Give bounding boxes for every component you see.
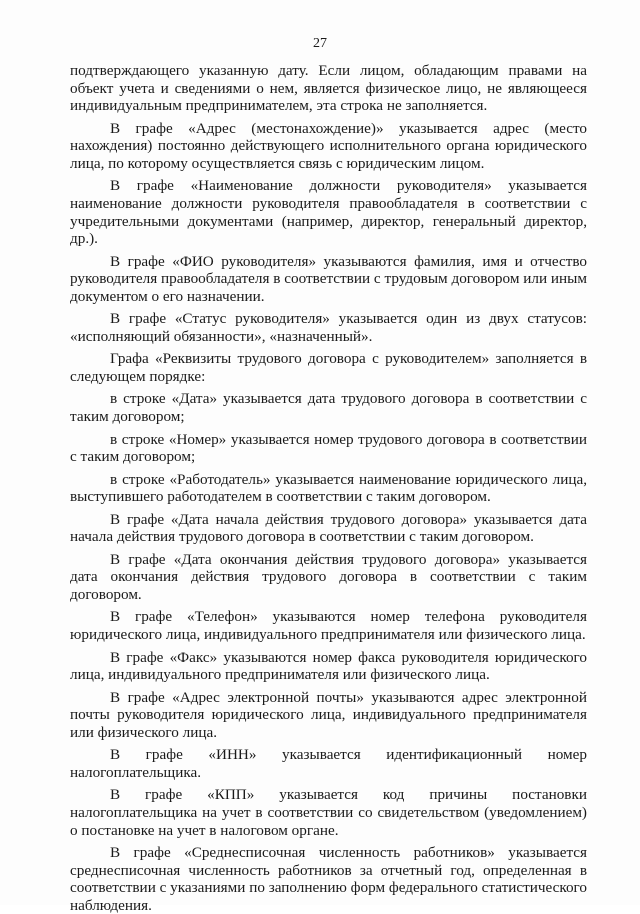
paragraph-address: В графе «Адрес (местонахождение)» указывается адрес (место нахождения) постоянно действующего исполнительного органа юридического лица, по которому осуществляется связь с юридическим лицом.: [70, 119, 587, 172]
paragraph-kpp: В графе «КПП» указывается код причины постановки налогоплательщика на учет в соответствии со свидетельством (уведомлением) о постановке на учет в налоговом органе.: [70, 786, 587, 839]
paragraph-continuation: подтверждающего указанную дату. Если лицом, обладающим правами на объект учета и сведениями о нем, является физическое лицо, не являющееся индивидуальным предпринимателем, эта строка не заполняется.: [70, 62, 587, 115]
paragraph-inn: В графе «ИНН» указывается идентификационный номер налогоплательщика.: [70, 746, 587, 781]
paragraph-email: В графе «Адрес электронной почты» указываются адрес электронной почты руководителя юридического лица, индивидуального предпринимателя или физического лица.: [70, 688, 587, 741]
paragraph-contract-end: В графе «Дата окончания действия трудового договора» указывается дата окончания действия трудового договора в соответствии с таким договором.: [70, 550, 587, 603]
paragraph-contract-date: в строке «Дата» указывается дата трудового договора в соответствии с таким договором;: [70, 390, 587, 426]
paragraph-headcount: В графе «Среднесписочная численность работников» указывается среднесписочная численность работников за отчетный год, определенная в соответствии с указаниями по заполнению форм федерального статистического наблюдения.: [70, 844, 587, 914]
paragraph-contract-start: В графе «Дата начала действия трудового договора» указывается дата начала действия трудового договора в соответствии с таким договором.: [70, 510, 587, 546]
paragraph-head-name: В графе «ФИО руководителя» указываются фамилия, имя и отчество руководителя правообладателя в соответствии с трудовым договором или иным документом о его назначении.: [70, 252, 587, 305]
paragraph-employer: в строке «Работодатель» указывается наименование юридического лица, выступившего работодателем в соответствии с таким договором.: [70, 470, 587, 506]
paragraph-fax: В графе «Факс» указываются номер факса руководителя юридического лица, индивидуального предпринимателя или физического лица.: [70, 648, 587, 684]
paragraph-head-status: В графе «Статус руководителя» указывается один из двух статусов: «исполняющий обязанности», «назначенный».: [70, 310, 587, 345]
page-number: 27: [313, 36, 327, 51]
paragraph-phone: В графе «Телефон» указываются номер телефона руководителя юридического лица, индивидуального предпринимателя или физического лица.: [70, 608, 587, 644]
document-body: [70, 62, 587, 914]
paragraph-position-title: В графе «Наименование должности руководителя» указывается наименование должности руководителя правообладателя в соответствии с учредительными документами (например, директор, генеральный директор, др.).: [70, 177, 587, 248]
paragraph-contract-number: в строке «Номер» указывается номер трудового договора в соответствии с таким договором;: [70, 430, 587, 466]
paragraph-contract-details: Графа «Реквизиты трудового договора с руководителем» заполняется в следующем порядке:: [70, 350, 587, 385]
